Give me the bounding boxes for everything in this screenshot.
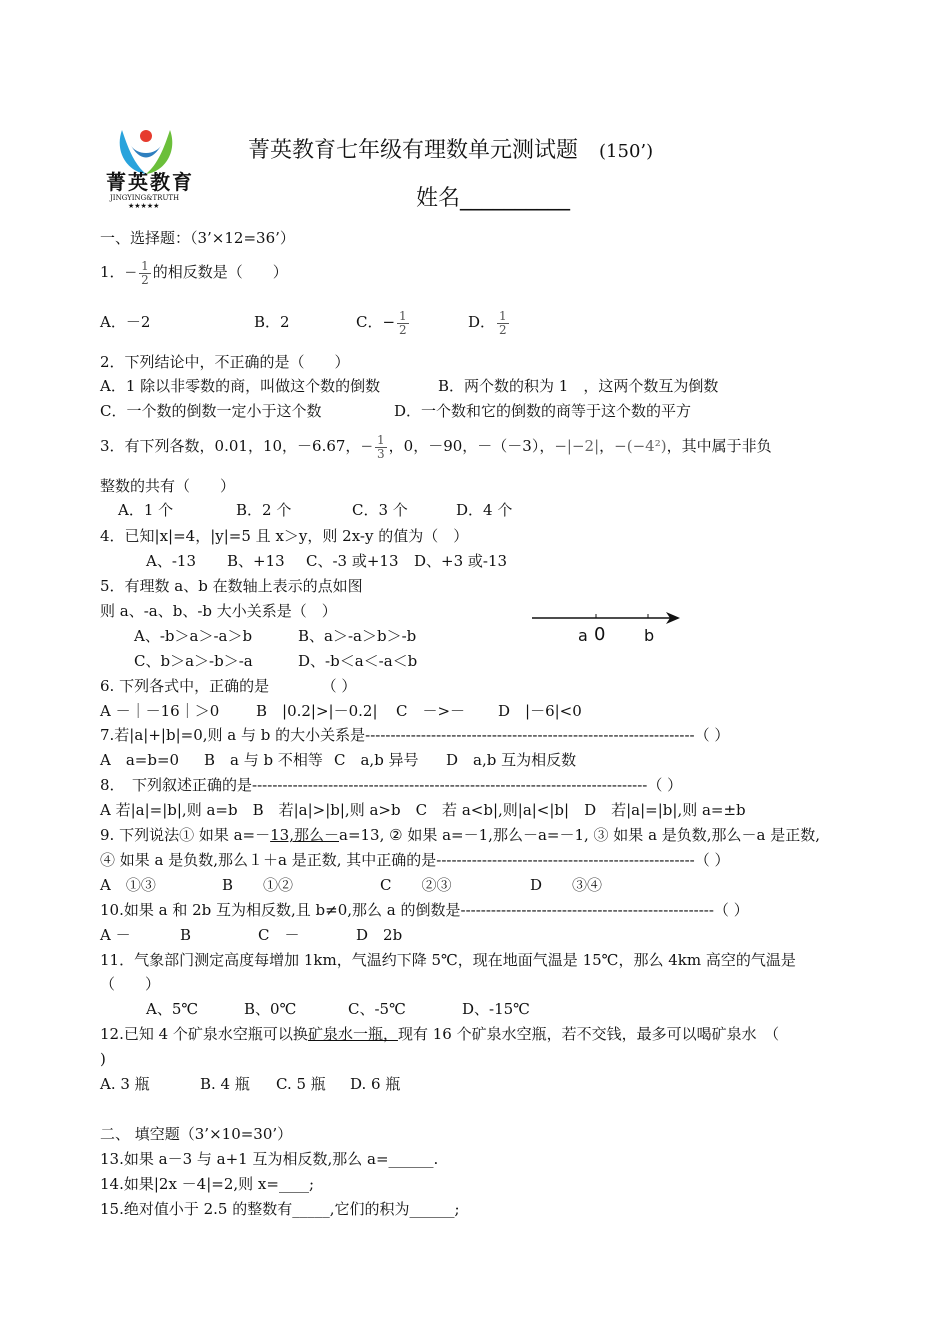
- q13: 13.如果 a－3 与 a+1 互为相反数,那么 a=______.: [100, 1150, 439, 1168]
- q12-option-d: D. 6 瓶: [350, 1075, 401, 1093]
- section-2-heading: 二、 填空题（3’×10=30’）: [100, 1125, 293, 1143]
- q7-option-b: B a 与 b 不相等: [204, 751, 323, 769]
- q11-option-a: A、5℃: [146, 1000, 199, 1018]
- name-field[interactable]: 姓名__________: [416, 186, 571, 211]
- q1-option-d: D． $\frac{1}{2}$: [468, 308, 507, 337]
- q9-line-2: ④ 如果 a 是负数,那么１＋a 是正数, 其中正确的是---------------------------------------------------（ ）: [100, 851, 730, 869]
- q11-paren: （ ）: [100, 975, 161, 993]
- axis-label-b: b: [644, 626, 655, 645]
- q12-stem: 12.已知 4 个矿泉水空瓶可以换矿泉水一瓶，现有 16 个矿泉水空瓶，若不交钱，最多可以喝矿泉水 （: [100, 1025, 780, 1043]
- logo-sub: JINGYING&TRUTH: [110, 194, 180, 202]
- q7-option-d: D a,b 互为相反数: [446, 751, 577, 769]
- q2-stem: 2．下列结论中，不正确的是（ ）: [100, 353, 350, 371]
- q7-option-c: C a,b 异号: [334, 751, 419, 769]
- q1-option-a: A．－2: [100, 313, 151, 331]
- q9-option-d: D ③④: [530, 876, 603, 894]
- q1-option-c: C．− $\frac{1}{2}$: [356, 308, 407, 337]
- q4-stem: 4．已知|x|=4，|y|=5 且 x＞y，则 2x-y 的值为（ ）: [100, 527, 469, 545]
- section-1-heading: 一、选择题：（3’×12=36’）: [100, 229, 295, 247]
- q7-option-a: A a=b=0: [100, 751, 180, 769]
- q2-option-c: C．一个数的倒数一定小于这个数: [100, 402, 322, 420]
- q5-stem-1: 5．有理数 a、b 在数轴上表示的点如图: [100, 577, 363, 595]
- q4-option-c: C、-3 或+13: [306, 552, 399, 570]
- q9-option-b: B ①②: [222, 876, 294, 894]
- axis-label-0: 0: [594, 624, 606, 645]
- q12-option-a: A. 3 瓶: [100, 1075, 150, 1093]
- axis-label-a: a: [578, 626, 588, 645]
- q9-option-a: A ①③: [100, 876, 156, 894]
- q10-option-d: D 2b: [356, 926, 403, 944]
- q1-suffix: 的相反数是（ ）: [152, 263, 288, 281]
- page-title: [248, 138, 653, 165]
- q1-fraction: $\frac{1}{2}$: [141, 258, 149, 287]
- q5-option-c: C、b＞a＞-b＞-a: [134, 652, 253, 670]
- q6-option-c: C －>－: [396, 702, 466, 720]
- q9-line-1: 9. 下列说法① 如果 a=－13,那么－a=13, ② 如果 a=－1,那么－a=－1, ③ 如果 a 是负数,那么－a 是正数,: [100, 826, 821, 844]
- question-3: 3．有下列各数，0.01，10，－6.67，− $\frac{1}{3}$ ，0，－90，－（－3），−|−2|，−(−4²)，其中属于非负: [100, 432, 772, 461]
- q3-option-a: A．1 个: [118, 501, 174, 519]
- q2-option-b: B．两个数的积为 1 ，这两个数互为倒数: [438, 377, 719, 395]
- q5-option-a: A、-b＞a＞-a＞b: [134, 627, 253, 645]
- logo: [100, 122, 195, 212]
- q3-abs-expr: −|−2|: [554, 437, 600, 455]
- q8-stem: 8． 下列叙述正确的是------------------------------------------------------------------------------（ ）: [100, 776, 683, 794]
- q4-option-a: A、-13: [146, 552, 196, 570]
- q3-pow-expr: −(−4²): [614, 437, 667, 455]
- q10-option-b: B: [180, 926, 192, 944]
- q6-option-b: B |0.2|>|－0.2|: [256, 702, 378, 720]
- q7-stem: 7.若|a|+|b|=0,则 a 与 b 的大小关系是-----------------------------------------------------------------（ ）: [100, 726, 730, 744]
- q12-underlined: 矿泉水一瓶，: [307, 1025, 398, 1043]
- q10-stem: 10.如果 a 和 2b 互为相反数,且 b≠0,那么 a 的倒数是--------------------------------------------------（ ）: [100, 901, 749, 919]
- q4-option-d: D、+3 或-13: [414, 552, 508, 570]
- q12-paren-close: ): [100, 1050, 106, 1068]
- q10-option-c: C －: [258, 926, 300, 944]
- q9-option-c: C ②③: [380, 876, 452, 894]
- q6-stem: 6. 下列各式中，正确的是 （ ）: [100, 677, 357, 695]
- q6-option-a: A －｜－16｜＞0: [100, 702, 220, 720]
- q5-option-b: B、a＞-a＞b＞-b: [298, 627, 417, 645]
- logo-text: 菁英教育: [106, 170, 194, 194]
- question-1: [100, 256, 288, 288]
- number-line-axis: [532, 606, 682, 626]
- q2-option-a: A．1 除以非零数的商，叫做这个数的倒数: [100, 377, 381, 395]
- q3-option-b: B．2 个: [236, 501, 292, 519]
- q11-option-d: D、-15℃: [462, 1000, 530, 1018]
- q11-stem: 11．气象部门测定高度每增加 1km，气温约下降 5℃，现在地面气温是 15℃，那么 4km 高空的气温是: [100, 951, 796, 969]
- logo-stars: ★★★★★: [128, 202, 160, 210]
- q15: 15.绝对值小于 2.5 的整数有_____,它们的积为______;: [100, 1200, 460, 1218]
- title-text: 菁英教育七年级有理数单元测试题: [248, 138, 579, 163]
- q12-option-b: B. 4 瓶: [200, 1075, 250, 1093]
- q3-stem-cont: 整数的共有（ ）: [100, 477, 236, 495]
- q9-underlined: 13,那么－: [270, 826, 339, 844]
- q1-c-fraction: $\frac{1}{2}$: [399, 308, 407, 337]
- q4-option-b: B、+13: [227, 552, 285, 570]
- q1-d-fraction: $\frac{1}{2}$: [499, 308, 507, 337]
- q5-stem-2: 则 a、-a、b、-b 大小关系是（ ）: [100, 602, 337, 620]
- q1-sign: −: [124, 263, 138, 281]
- q2-option-d: D．一个数和它的倒数的商等于这个数的平方: [394, 402, 692, 420]
- title-score: (150’): [599, 141, 654, 162]
- q12-option-c: C. 5 瓶: [276, 1075, 326, 1093]
- q5-option-d: D、-b＜a＜-a＜b: [298, 652, 418, 670]
- q3-option-d: D．4 个: [456, 501, 513, 519]
- q10-option-a: A －: [100, 926, 131, 944]
- q3-fraction: $\frac{1}{3}$: [377, 432, 385, 461]
- q14: 14.如果|2x －4|=2,则 x=____;: [100, 1175, 315, 1193]
- q11-option-b: B、0℃: [244, 1000, 297, 1018]
- q3-option-c: C．3 个: [352, 501, 408, 519]
- q8-options: A 若|a|=|b|,则 a=b B 若|a|>|b|,则 a>b C 若 a<b|,则|a|<|b| D 若|a|=|b|,则 a=±b: [100, 801, 746, 819]
- q1-option-b: B．2: [254, 313, 290, 331]
- number-line: [532, 606, 682, 646]
- q1-prefix: 1．: [100, 263, 125, 281]
- q11-option-c: C、-5℃: [348, 1000, 406, 1018]
- q6-option-d: D |－6|<0: [498, 702, 582, 720]
